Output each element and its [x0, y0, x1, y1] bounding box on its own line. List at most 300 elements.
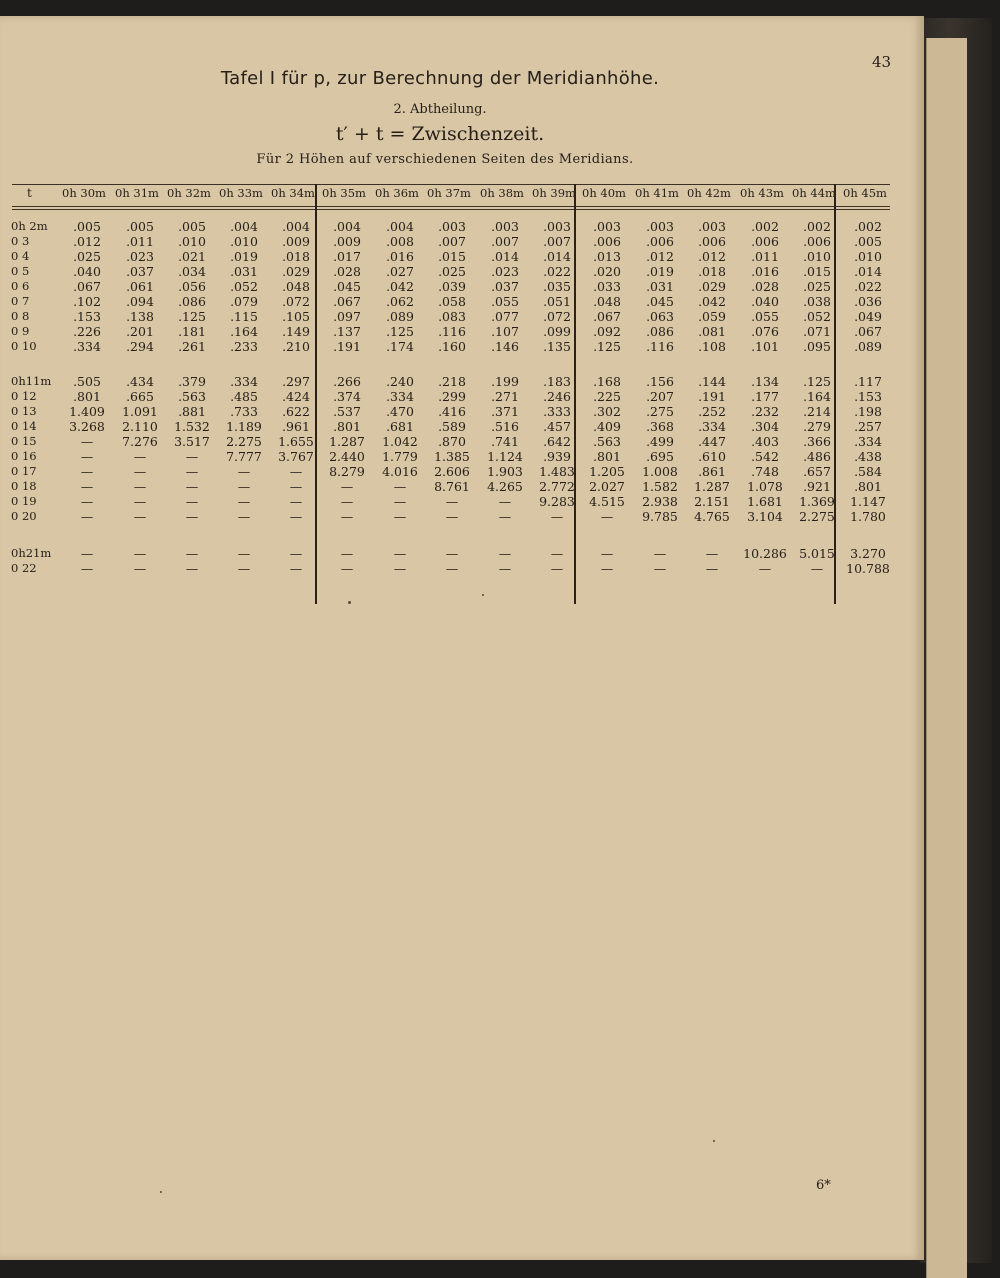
column-header: 0h 31m [115, 186, 159, 200]
row-label: 0 14 [11, 419, 37, 433]
table-row [0, 509, 900, 524]
table-cell: .334 [230, 374, 258, 389]
table-cell: .246 [543, 389, 571, 404]
table-cell: .042 [386, 279, 414, 294]
table-cell: .191 [698, 389, 726, 404]
table-cell: 2.275 [799, 509, 835, 524]
row-label: 0 22 [11, 561, 37, 575]
table-row [0, 494, 900, 509]
table-cell: .028 [333, 264, 361, 279]
table-cell: .023 [126, 249, 154, 264]
table-cell: .226 [73, 324, 101, 339]
table-cell: .022 [854, 279, 882, 294]
table-row [0, 374, 900, 389]
table-cell: .007 [491, 234, 519, 249]
table-cell: 1.205 [589, 464, 625, 479]
table-cell: 1.008 [642, 464, 678, 479]
paper-speck [713, 1140, 715, 1142]
table-cell: — [80, 494, 94, 509]
table-cell: .233 [230, 339, 258, 354]
table-cell: — [393, 546, 407, 561]
table-cell: — [185, 479, 199, 494]
table-cell: — [185, 509, 199, 524]
table-cell: — [133, 509, 147, 524]
table-cell: .029 [698, 279, 726, 294]
row-label: 0 3 [11, 234, 30, 248]
table-cell: — [705, 561, 719, 576]
table-cell: .042 [698, 294, 726, 309]
table-row [0, 234, 900, 249]
table-cell: .025 [803, 279, 831, 294]
table-cell: .137 [333, 324, 361, 339]
table-cell: 1.042 [382, 434, 418, 449]
table-cell: .149 [282, 324, 310, 339]
table-cell: — [600, 561, 614, 576]
table-cell: .016 [386, 249, 414, 264]
column-header: 0h 34m [271, 186, 315, 200]
table-cell: .010 [803, 249, 831, 264]
table-cell: 1.287 [694, 479, 730, 494]
table-cell: .061 [126, 279, 154, 294]
table-cell: .049 [854, 309, 882, 324]
table-cell: .642 [543, 434, 571, 449]
table-cell: .021 [178, 249, 206, 264]
table-cell: .485 [230, 389, 258, 404]
table-cell: .077 [491, 309, 519, 324]
table-cell: .055 [491, 294, 519, 309]
table-cell: .031 [646, 279, 674, 294]
table-cell: .434 [126, 374, 154, 389]
row-label: 0 18 [11, 479, 37, 493]
table-cell: .007 [543, 234, 571, 249]
table-cell: 7.777 [226, 449, 262, 464]
table-cell: .107 [491, 324, 519, 339]
table-cell: .014 [854, 264, 882, 279]
column-header: 0h 36m [375, 186, 419, 200]
column-header: 0h 37m [427, 186, 471, 200]
row-label: 0 5 [11, 264, 30, 278]
table-cell: .018 [282, 249, 310, 264]
table-cell: — [340, 546, 354, 561]
table-cell: .563 [593, 434, 621, 449]
row-label: 0 9 [11, 324, 30, 338]
table-cell: .081 [698, 324, 726, 339]
table-cell: .116 [646, 339, 674, 354]
table-cell: .275 [646, 404, 674, 419]
table-cell: — [445, 509, 459, 524]
table-cell: .006 [751, 234, 779, 249]
table-cell: — [498, 546, 512, 561]
table-cell: .019 [230, 249, 258, 264]
table-cell: .012 [698, 249, 726, 264]
table-cell: .072 [282, 294, 310, 309]
row-label: 0 8 [11, 309, 30, 323]
table-cell: — [445, 546, 459, 561]
table-cell: .033 [593, 279, 621, 294]
table-cell: .092 [593, 324, 621, 339]
header-rule [12, 206, 890, 207]
table-cell: .125 [593, 339, 621, 354]
table-cell: .063 [646, 309, 674, 324]
table-cell: .153 [73, 309, 101, 324]
table-cell: — [550, 561, 564, 576]
table-cell: .279 [803, 419, 831, 434]
table-cell: 1.655 [278, 434, 314, 449]
column-header: 0h 38m [480, 186, 524, 200]
column-header: 0h 42m [687, 186, 731, 200]
table-cell: .117 [854, 374, 882, 389]
table-row [0, 419, 900, 434]
table-cell: 3.104 [747, 509, 783, 524]
table-cell: 1.078 [747, 479, 783, 494]
table-cell: .038 [803, 294, 831, 309]
table-cell: .333 [543, 404, 571, 419]
table-cell: — [185, 464, 199, 479]
table-cell: 5.015 [799, 546, 835, 561]
table-cell: .125 [178, 309, 206, 324]
table-row [0, 339, 900, 354]
table-cell: .416 [438, 404, 466, 419]
table-cell: 2.275 [226, 434, 262, 449]
table-cell: .302 [593, 404, 621, 419]
row-label: 0 10 [11, 339, 37, 353]
table-row [0, 479, 900, 494]
table-cell: .748 [751, 464, 779, 479]
table-cell: .801 [854, 479, 882, 494]
table-cell: .881 [178, 404, 206, 419]
table-cell: .266 [333, 374, 361, 389]
table-cell: 1.091 [122, 404, 158, 419]
table-cell: — [133, 449, 147, 464]
table-cell: — [393, 494, 407, 509]
table-cell: .006 [593, 234, 621, 249]
table-cell: .083 [438, 309, 466, 324]
table-cell: — [237, 561, 251, 576]
table-cell: .183 [543, 374, 571, 389]
table-cell: .174 [386, 339, 414, 354]
table-cell: 1.369 [799, 494, 835, 509]
table-cell: .801 [593, 449, 621, 464]
table-cell: 1.124 [487, 449, 523, 464]
table-cell: .039 [438, 279, 466, 294]
column-header: 0h 39m [532, 186, 576, 200]
table-cell: — [80, 546, 94, 561]
table-cell: 4.016 [382, 464, 418, 479]
table-cell: .240 [386, 374, 414, 389]
table-cell: .201 [126, 324, 154, 339]
column-header: 0h 43m [740, 186, 784, 200]
table-cell: .304 [751, 419, 779, 434]
table-cell: .741 [491, 434, 519, 449]
table-cell: — [393, 509, 407, 524]
table-cell: — [80, 509, 94, 524]
table-cell: .861 [698, 464, 726, 479]
column-header: 0h 45m [843, 186, 887, 200]
table-cell: .012 [73, 234, 101, 249]
table-cell: .015 [803, 264, 831, 279]
table-cell: .537 [333, 404, 361, 419]
table-cell: 9.283 [539, 494, 575, 509]
table-cell: — [445, 561, 459, 576]
table-cell: .160 [438, 339, 466, 354]
table-top-rule [12, 184, 890, 185]
table-cell: 1.903 [487, 464, 523, 479]
table-cell: .218 [438, 374, 466, 389]
table-cell: .146 [491, 339, 519, 354]
table-cell: .610 [698, 449, 726, 464]
table-cell: .116 [438, 324, 466, 339]
row-label: 0 4 [11, 249, 30, 263]
table-cell: .801 [333, 419, 361, 434]
table-cell: .156 [646, 374, 674, 389]
row-label: 0 15 [11, 434, 37, 448]
table-cell: .657 [803, 464, 831, 479]
table-cell: .695 [646, 449, 674, 464]
table-cell: .101 [751, 339, 779, 354]
table-cell: .002 [854, 219, 882, 234]
book-edge [920, 18, 992, 1263]
table-cell: .470 [386, 404, 414, 419]
signature-mark: 6* [816, 1178, 831, 1193]
column-header: 0h 40m [582, 186, 626, 200]
table-cell: — [393, 479, 407, 494]
table-cell: .022 [543, 264, 571, 279]
table-cell: — [498, 509, 512, 524]
table-cell: .071 [803, 324, 831, 339]
table-cell: — [758, 561, 772, 576]
table-cell: .017 [333, 249, 361, 264]
table-row [0, 389, 900, 404]
table-cell: .034 [178, 264, 206, 279]
table-cell: .181 [178, 324, 206, 339]
table-cell: .086 [178, 294, 206, 309]
table-cell: .589 [438, 419, 466, 434]
table-cell: .025 [438, 264, 466, 279]
table-cell: .037 [491, 279, 519, 294]
table-cell: — [600, 509, 614, 524]
row-label: 0 6 [11, 279, 30, 293]
table-cell: .045 [646, 294, 674, 309]
table-cell: 1.532 [174, 419, 210, 434]
table-cell: — [80, 434, 94, 449]
table-cell: 2.440 [329, 449, 365, 464]
table-cell: 2.110 [122, 419, 158, 434]
table-cell: .294 [126, 339, 154, 354]
table-cell: .058 [438, 294, 466, 309]
table-cell: .014 [491, 249, 519, 264]
table-cell: .334 [854, 434, 882, 449]
table-row [0, 219, 900, 234]
table-cell: .198 [854, 404, 882, 419]
table-cell: .089 [386, 309, 414, 324]
table-cell: .062 [386, 294, 414, 309]
row-header-t: t [27, 186, 32, 200]
table-cell: .095 [803, 339, 831, 354]
table-cell: .271 [491, 389, 519, 404]
table-row [0, 434, 900, 449]
page-title: Tafel I für p, zur Berechnung der Meridianhöhe. [220, 68, 660, 89]
table-cell: .010 [178, 234, 206, 249]
table-cell: 8.761 [434, 479, 470, 494]
table-cell: .097 [333, 309, 361, 324]
table-cell: .801 [73, 389, 101, 404]
table-row [0, 249, 900, 264]
table-cell: — [289, 479, 303, 494]
table-cell: — [289, 509, 303, 524]
table-cell: .486 [803, 449, 831, 464]
table-caption: Für 2 Höhen auf verschiedenen Seiten des Meridians. [256, 152, 634, 167]
table-cell: .010 [854, 249, 882, 264]
table-cell: .447 [698, 434, 726, 449]
table-cell: — [133, 464, 147, 479]
table-cell: .138 [126, 309, 154, 324]
table-row [0, 294, 900, 309]
table-cell: .921 [803, 479, 831, 494]
table-cell: 10.286 [743, 546, 787, 561]
column-header: 0h 32m [167, 186, 211, 200]
table-cell: .035 [543, 279, 571, 294]
row-label: 0 16 [11, 449, 37, 463]
table-cell: — [393, 561, 407, 576]
table-cell: .037 [126, 264, 154, 279]
table-cell: — [133, 494, 147, 509]
column-header: 0h 44m [792, 186, 836, 200]
table-cell: .003 [543, 219, 571, 234]
table-cell: 1.582 [642, 479, 678, 494]
table-cell: .368 [646, 419, 674, 434]
table-cell: .403 [751, 434, 779, 449]
table-cell: — [185, 546, 199, 561]
row-label: 0 12 [11, 389, 37, 403]
table-cell: .020 [593, 264, 621, 279]
table-cell: .052 [803, 309, 831, 324]
table-cell: .004 [282, 219, 310, 234]
table-cell: .499 [646, 434, 674, 449]
table-cell: .870 [438, 434, 466, 449]
table-cell: — [600, 546, 614, 561]
table-cell: .076 [751, 324, 779, 339]
table-row [0, 404, 900, 419]
table-cell: — [237, 479, 251, 494]
table-cell: .004 [386, 219, 414, 234]
table-cell: .939 [543, 449, 571, 464]
table-cell: .299 [438, 389, 466, 404]
table-cell: .563 [178, 389, 206, 404]
table-cell: .025 [73, 249, 101, 264]
table-cell: 4.265 [487, 479, 523, 494]
table-cell: .108 [698, 339, 726, 354]
table-cell: 10.788 [846, 561, 890, 576]
table-cell: .004 [230, 219, 258, 234]
table-row [0, 546, 900, 561]
table-cell: .052 [230, 279, 258, 294]
table-cell: .177 [751, 389, 779, 404]
table-cell: .003 [646, 219, 674, 234]
table-cell: .010 [230, 234, 258, 249]
table-cell: .094 [126, 294, 154, 309]
page-number: 43 [872, 53, 892, 71]
table-cell: 7.276 [122, 434, 158, 449]
table-cell: .027 [386, 264, 414, 279]
table-cell: .516 [491, 419, 519, 434]
table-cell: .045 [333, 279, 361, 294]
table-cell: 2.772 [539, 479, 575, 494]
table-cell: .036 [854, 294, 882, 309]
table-cell: 1.779 [382, 449, 418, 464]
table-cell: 1.681 [747, 494, 783, 509]
table-cell: 1.483 [539, 464, 575, 479]
table-cell: .424 [282, 389, 310, 404]
table-cell: — [810, 561, 824, 576]
page-stack-edge [926, 38, 967, 1278]
table-cell: .164 [230, 324, 258, 339]
table-cell: .040 [751, 294, 779, 309]
table-cell: 2.027 [589, 479, 625, 494]
table-cell: .334 [698, 419, 726, 434]
table-cell: .067 [593, 309, 621, 324]
table-cell: .002 [803, 219, 831, 234]
table-cell: — [80, 479, 94, 494]
column-header: 0h 35m [322, 186, 366, 200]
table-cell: .067 [73, 279, 101, 294]
table-cell: .009 [333, 234, 361, 249]
table-cell: .012 [646, 249, 674, 264]
table-cell: .297 [282, 374, 310, 389]
table-cell: .438 [854, 449, 882, 464]
table-cell: .232 [751, 404, 779, 419]
table-cell: .031 [230, 264, 258, 279]
table-cell: .681 [386, 419, 414, 434]
column-header: 0h 41m [635, 186, 679, 200]
header-rule-double [12, 209, 890, 210]
table-cell: 1.385 [434, 449, 470, 464]
table-cell: .505 [73, 374, 101, 389]
table-cell: — [340, 561, 354, 576]
table-row [0, 324, 900, 339]
table-row [0, 561, 900, 576]
table-row [0, 264, 900, 279]
table-cell: .125 [803, 374, 831, 389]
table-row [0, 309, 900, 324]
table-cell: .105 [282, 309, 310, 324]
table-cell: .002 [751, 219, 779, 234]
table-cell: .089 [854, 339, 882, 354]
table-cell: .006 [646, 234, 674, 249]
table-cell: — [133, 479, 147, 494]
table-cell: .379 [178, 374, 206, 389]
table-cell: .164 [803, 389, 831, 404]
table-cell: — [550, 509, 564, 524]
table-cell: — [705, 546, 719, 561]
table-cell: .115 [230, 309, 258, 324]
table-cell: .168 [593, 374, 621, 389]
table-cell: .542 [751, 449, 779, 464]
table-cell: — [237, 509, 251, 524]
table-cell: .409 [593, 419, 621, 434]
table-cell: .048 [282, 279, 310, 294]
table-cell: 1.409 [69, 404, 105, 419]
table-cell: .665 [126, 389, 154, 404]
row-label: 0 19 [11, 494, 37, 508]
table-cell: — [185, 494, 199, 509]
table-cell: .072 [543, 309, 571, 324]
table-cell: .067 [854, 324, 882, 339]
table-cell: .059 [698, 309, 726, 324]
table-cell: 4.765 [694, 509, 730, 524]
table-cell: — [237, 464, 251, 479]
paper-speck [482, 594, 484, 596]
table-cell: — [289, 546, 303, 561]
